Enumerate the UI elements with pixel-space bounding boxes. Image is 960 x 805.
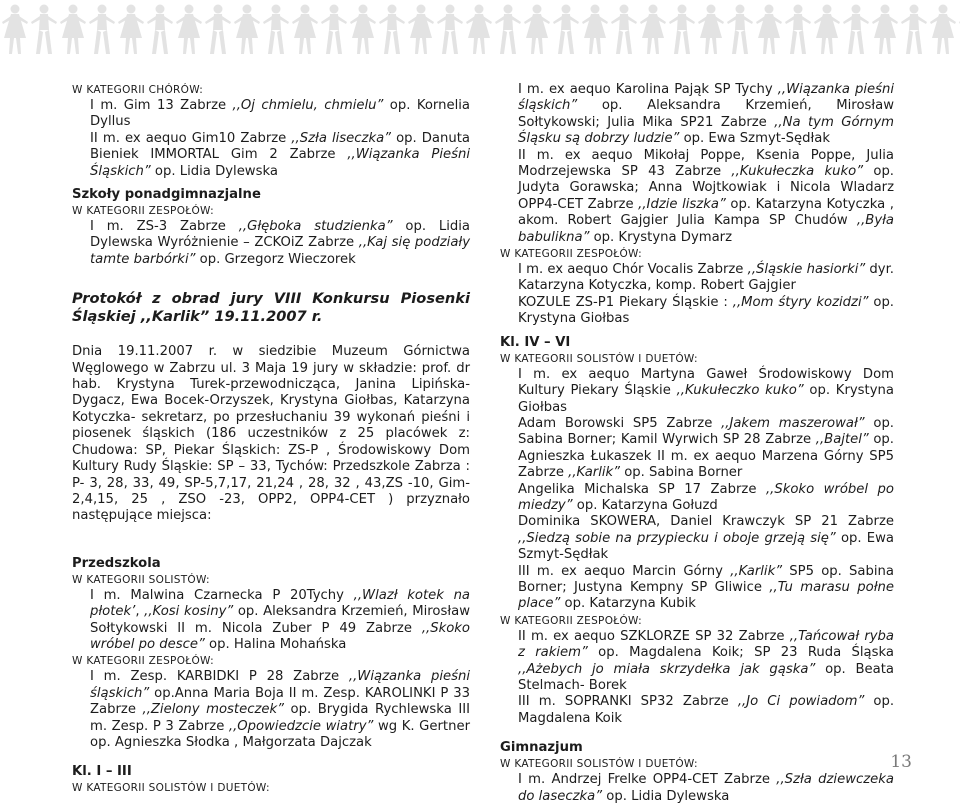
song-title: ,,Karlik” — [568, 465, 621, 481]
result-entry — [500, 148, 894, 246]
text-run: op. Aleksandra Krzemień, Mirosław Sołtykowski II m. Nicola Zuber P 49 Zabrze — [90, 604, 470, 636]
song-title: ,,Tu marasu połne place” — [518, 579, 894, 612]
song-title: ,,Szła liseczka” — [291, 130, 392, 146]
song-title: ,,Ażebych jo miała skrzydełka jak gąska” — [518, 661, 816, 677]
choir-results-second — [72, 131, 470, 180]
left-column — [72, 82, 470, 796]
song-title: ,,Jo Ci powiadom” — [737, 694, 865, 710]
group-results — [72, 219, 470, 268]
category-heading-groups: W KATEGORII ZESPOŁÓW: — [500, 614, 642, 627]
text-run: op. Katarzyna Kotyczka , akom. Robert Gajgier Julia Kampa SP Chudów — [518, 196, 894, 229]
result-entry — [500, 694, 894, 727]
text-run: I m. ex aequo Karolina Pająk SP Tychy — [518, 82, 778, 97]
song-title: ,,Wiązanka pieśni śląskich” — [90, 669, 470, 701]
dancer-figure-icon — [2, 5, 28, 55]
category-heading-choirs: W KATEGORII CHÓRÓW: — [72, 84, 204, 96]
result-entry — [500, 629, 894, 695]
dancer-figure-icon — [437, 5, 463, 55]
result-entry — [500, 367, 894, 416]
result-entry — [500, 82, 894, 148]
song-title: ,,Szła dziewczeka do laseczka” — [518, 772, 894, 804]
dancer-figure-icon — [524, 5, 550, 55]
song-title: ,,Zielony mosteczek” — [142, 702, 284, 718]
section-heading-upper-secondary: Szkoły ponadgimnazjalne — [72, 187, 261, 203]
protocol-title: Protokół z obrad jury VIII Konkursu Piosenki Śląskiej ,,Karlik” 19.11.2007 r. — [72, 290, 470, 326]
protocol-paragraph: Dnia 19.11.2007 r. w siedzibie Muzeum Górnictwa Węglowego w Zabrzu ul. 3 Maja 19 jury w składzie: prof. dr hab. Krystyna Turek-przewodnicząca, Janina Lipińska-Dygacz, Ewa Bocek-Orzyszek, Krystyna Giołbas, Katarzyna Kotyczka- sekretarz, po przesłuchaniu 39 wykonań pieśni i piosenek śląskich (186 uczestników z 25 placówek z: Chudowa: SP, Piekar Śląskich: ZS-P , Środowiskowy Dom Kultury Rudy Śląskie: SP – 33, Tychów: Przedszkole Zabrza : P- 3, 28, 33, 49, SP-5,7,17, 21,24 , 28, 32 , 43,ZS -10, Gim- 2,4,15, 25 , ZSO -23, OPP2, OPP4-CET ) przyznało następujące miejsca: — [72, 344, 470, 524]
text-run: op. Krystyna Giołbas — [518, 294, 895, 327]
dancer-figure-icon — [495, 5, 521, 55]
category-heading-groups: W KATEGORII ZESPOŁÓW: — [72, 205, 214, 218]
song-title: ,,Skoko wróbel po desce” — [90, 620, 470, 652]
text-run: op.Anna Maria Boja II m. Zesp. KAROLINKI P 33 Zabrze — [90, 685, 470, 718]
text-run: II m. ex aequo Mikołaj Poppe, Ksenia Poppe, Julia Modrzejewska SP 43 Zabrze — [518, 147, 894, 180]
text-run: I m. ex aequo Chór Vocalis Zabrze — [518, 262, 748, 278]
song-title: ,,Śląskie hasiorki” — [747, 262, 866, 278]
text-run: op. Magdalena Koik; SP 23 Ruda Śląska — [587, 645, 894, 661]
song-title: ,,Karlik” — [730, 563, 783, 579]
text-run: op. Danuta Bieniek IMMORTAL Gim 2 Zabrze — [90, 130, 470, 163]
song-title: ,,Kaj się podziały tamte barbórki” — [90, 235, 470, 267]
text-run: I m. Gim 13 Zabrze — [90, 98, 233, 113]
dancer-figure-icon — [176, 5, 202, 55]
category-heading-soloists-duets: W KATEGORII SOLISTÓW I DUETÓW: — [72, 782, 270, 795]
song-title: ,,Na tym Górnym Śląsku są dobrzy ludzie” — [518, 114, 894, 147]
text-run: op. Brygida Rychlewska III m. Zesp. P 3 Zabrze — [90, 702, 470, 734]
dancer-figure-icon — [582, 5, 608, 55]
dancer-figure-icon — [292, 5, 318, 55]
text-run: III m. ex aequo Marcin Górny — [518, 563, 731, 579]
text-run: Angelika Michalska SP 17 Zabrze — [518, 481, 766, 497]
song-title: ,,Kukułeczka kuko” — [731, 164, 864, 180]
dancer-figure-icon — [147, 5, 173, 55]
result-entry — [500, 295, 894, 328]
dancer-figure-icon — [234, 5, 260, 55]
text-run: op. Lidia Dylewska Wyróżnienie – ZCKOiZ Zabrze — [90, 219, 470, 251]
text-run: op. Katarzyna Kubik — [560, 596, 696, 612]
text-run: op. Krystyna Giołbas — [518, 383, 894, 415]
text-run: op. Ewa Szmyt-Sędłak — [518, 530, 894, 563]
category-heading-groups: W KATEGORII ZESPOŁÓW: — [72, 655, 214, 668]
text-run: I m. Malwina Czarnecka P 20Tychy — [90, 587, 354, 603]
text-run: , — [135, 604, 145, 620]
text-run: Adam Borowski SP5 Zabrze — [518, 415, 722, 431]
dancer-figure-icon — [205, 5, 231, 55]
dancer-figure-icon — [350, 5, 376, 55]
dancer-figure-icon — [698, 5, 724, 55]
text-run: op. Lidia Dylewska — [602, 788, 730, 804]
section-heading-preschools: Przedszkola — [72, 555, 161, 571]
dancer-figure-icon — [31, 5, 57, 55]
text-run: op. Kornelia Dyllus — [90, 98, 470, 130]
dancer-figure-icon — [872, 5, 898, 55]
text-run: op. Sabina Borner — [620, 465, 743, 481]
result-entry — [500, 262, 894, 295]
dancer-figure-icon — [60, 5, 86, 55]
dancer-figure-icon — [466, 5, 492, 55]
decorative-dancers-banner — [0, 0, 960, 58]
text-run: op. Ewa Szmyt-Sędłak — [679, 131, 831, 147]
text-run: I m. Andrzej Frelke OPP4-CET Zabrze — [518, 772, 777, 788]
text-run: op. Magdalena Koik — [518, 694, 895, 726]
text-run: op. Katarzyna Gołuzd — [572, 497, 718, 513]
song-title: ,,Skoko wróbel po miedzy” — [518, 481, 894, 513]
soloist-results — [72, 588, 470, 654]
text-run: op. Lidia Dylewska — [150, 163, 278, 179]
dancer-figure-icon — [118, 5, 144, 55]
text-run: op. Krystyna Dymarz — [589, 229, 733, 245]
dancer-figure-icon — [669, 5, 695, 55]
song-title: ,,Kukułeczko kuko” — [676, 383, 804, 399]
section-heading-grades-4-6: Kl. IV – VI — [500, 334, 571, 350]
song-title: ,,Wlazł kotek na płotek’ — [90, 587, 471, 620]
song-title: ,,Tańcował ryba z rakiem” — [518, 628, 894, 661]
text-run: III m. SOPRANKI SP32 Zabrze — [518, 694, 738, 710]
song-title: ,,Jakem maszerował” — [721, 415, 865, 431]
text-run: I m. ZS-3 Zabrze — [90, 219, 239, 235]
section-heading-grades-1-3: Kl. I – III — [72, 764, 132, 780]
text-run: dyr. Katarzyna Kotyczka, komp. Robert Gajgier — [518, 262, 894, 294]
text-run: op. Aleksandra Krzemień, Mirosław Sołtykowski; Julia Mika SP21 Zabrze — [518, 98, 894, 130]
song-title: ,,Wiązanka pieśni śląskich” — [518, 82, 895, 114]
choir-results-first — [72, 98, 470, 131]
section-heading-gymnasium: Gimnazjum — [500, 740, 583, 756]
text-run: I m. Zesp. KARBIDKI P 28 Zabrze — [90, 669, 349, 685]
dancer-figure-icon — [756, 5, 782, 55]
category-heading-soloists-duets: W KATEGORII SOLISTÓW I DUETÓW: — [500, 352, 698, 365]
group-results — [72, 669, 470, 751]
dancer-figure-icon — [379, 5, 405, 55]
dancer-figure-icon — [843, 5, 869, 55]
text-run: II m. ex aequo Gim10 Zabrze — [90, 130, 292, 146]
result-entry — [500, 772, 894, 805]
song-title: ,,Siedzą sobie na przypiecku i oboje grzeją się” — [518, 530, 836, 546]
dancer-figure-icon — [930, 5, 956, 55]
page-number: 13 — [890, 752, 912, 772]
category-heading-soloists-duets: W KATEGORII SOLISTÓW I DUETÓW: — [500, 758, 698, 771]
song-title: ,,Wiązanka Pieśni Śląskich” — [90, 147, 471, 179]
dancer-figure-icon — [553, 5, 579, 55]
dancer-figure-icon — [89, 5, 115, 55]
song-title: ,,Mom śtyry kozidzi” — [732, 294, 869, 310]
result-entry — [500, 416, 894, 482]
dancer-figure-icon — [611, 5, 637, 55]
song-title: ,,Głęboka studzienka” — [238, 219, 393, 235]
dancer-figure-icon — [263, 5, 289, 55]
song-title: ,,Bajtel” — [815, 432, 869, 448]
text-run: op. Halina Mohańska — [204, 636, 347, 652]
text-run: I m. ex aequo Martyna Gaweł Środowiskowy Dom Kultury Piekary Śląskie — [518, 366, 894, 399]
spacer — [72, 525, 470, 549]
text-run: op. Sabina Borner; Kamil Wyrwich SP 28 Zabrze — [518, 415, 895, 448]
song-title: ,,Opowiedzcie wiatry” — [228, 718, 374, 734]
text-run: KOZULE ZS-P1 Piekary Śląskie : — [518, 294, 733, 310]
dancer-figure-icon — [640, 5, 666, 55]
song-title: ,,Oj chmielu, chmielu” — [232, 98, 384, 113]
dancer-figure-icon — [321, 5, 347, 55]
text-run: II m. ex aequo SZKLORZE SP 32 Zabrze — [518, 628, 790, 644]
text-run: op. Beata Stelmach- Borek — [518, 661, 894, 693]
text-run: wg K. Gertner op. Agnieszka Słodka , Małgorzata Dajczak — [90, 718, 470, 750]
result-entry — [500, 482, 894, 515]
text-run: SP5 op. Sabina Borner; Justyna Kempny SP Gliwice — [518, 563, 894, 595]
right-column — [500, 82, 894, 805]
song-title: ,,Była babulikna” — [518, 213, 894, 245]
spacer — [72, 326, 470, 344]
dancer-figure-icon — [785, 5, 811, 55]
song-title: ,,Kosi kosiny” — [144, 604, 234, 620]
category-heading-soloists: W KATEGORII SOLISTÓW: — [72, 573, 210, 586]
text-run: op. Judyta Gorawska; Anna Wojtkowiak i Nicola Wladarz OPP4-CET Zabrze — [518, 164, 895, 212]
dancer-figure-icon — [408, 5, 434, 55]
dancer-figure-icon — [814, 5, 840, 55]
result-entry — [500, 514, 894, 563]
dancer-figure-icon — [901, 5, 927, 55]
category-heading-groups: W KATEGORII ZESPOŁÓW: — [500, 248, 642, 261]
dancer-figure-icon — [727, 5, 753, 55]
result-entry — [500, 564, 894, 613]
song-title: ,,Idzie liszka” — [638, 196, 726, 212]
text-run: op. Agnieszka Łukaszek II m. ex aequo Marzena Górny SP5 Zabrze — [518, 432, 894, 481]
text-run: Dominika SKOWERA, Daniel Krawczyk SP 21 Zabrze — [518, 514, 894, 530]
text-run: op. Grzegorz Wieczorek — [195, 251, 356, 267]
